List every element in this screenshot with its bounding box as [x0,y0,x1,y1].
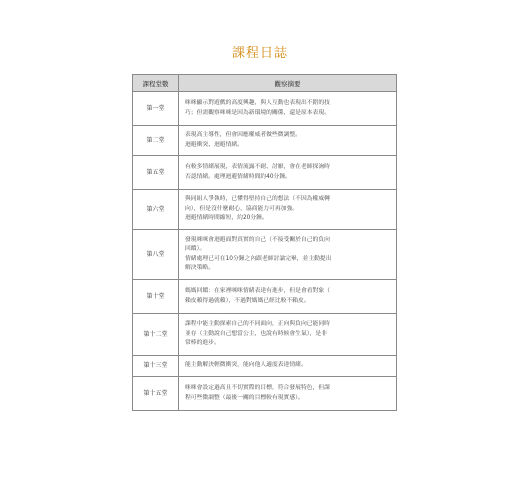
summary-cell [179,92,397,126]
summary-line: 能主動解決輕微衝突，能向他人適度表達情緒。 [185,362,307,369]
session-cell: 第十二堂 [133,314,179,356]
session-cell: 第二堂 [133,126,179,156]
column-header-session: 課程堂數 [133,75,179,92]
table-row [133,314,397,356]
summary-cell [179,230,397,280]
table-row [133,356,397,377]
session-cell: 第十五堂 [133,377,179,411]
summary-line: 課程中能主動探索自己的不同面向，正向與負向已能同時 [185,321,330,328]
table-row [133,92,397,126]
table-row [133,377,397,411]
summary-line: 並存（主動說自己想當公主，也說有時候會生氣），是非 [185,330,328,337]
column-header-summary: 觀察摘要 [179,75,397,92]
summary-line: 表現高主導性，但會因應權威者做些微調整。 [185,132,301,138]
summary-line: 迴避衝突、迴避情緒。 [185,141,243,148]
course-log-table [132,74,397,411]
summary-line: 迴避情緒時間縮短，約20分鐘。 [185,215,268,222]
session-cell: 第十堂 [133,280,179,314]
summary-line: 有較多情緒展現，表情流露不耐、討厭，會在老師探詢時 [185,164,330,170]
summary-line: 情緒處理已可在10分鐘之內跟老師討論完畢，並主動提出 [185,255,332,262]
session-cell: 第一堂 [133,92,179,126]
summary-line: 解決策略。 [185,265,214,271]
summary-line: 發現咪咪會迴避面對真實的自己（不接受關於自己的負向 [185,236,330,243]
table-row [133,126,397,156]
summary-line: 賴皮賴得過就賴），不過對媽媽已經比較不賴皮。 [185,297,310,304]
summary-line: 媽媽回饋：在家裡咪咪情緒表達有進步，但是會看對象（ [185,288,330,294]
summary-line: 向），但是沒什麼耐心，協商能力可再加強。 [185,205,299,212]
summary-cell [179,280,397,314]
session-cell: 第六堂 [133,190,179,230]
session-cell: 第五堂 [133,156,179,190]
table-row [133,230,397,280]
summary-cell [179,314,397,356]
summary-cell [179,156,397,190]
summary-cell [179,356,397,377]
summary-line: 程可些微調整（最後一關的目標較有現實感）。 [185,394,304,401]
summary-line: 咪咪會設定過高且不切實際的目標，符合發展特色，但課 [185,385,330,391]
table-row [133,280,397,314]
summary-line: 與同組人爭執時，已懂得堅持自己的想法（不因為權威轉 [185,196,330,203]
session-cell: 第八堂 [133,230,179,280]
summary-line: 咪咪顯示對遊戲的高度興趣，與人互動也表現出不錯的技 [185,100,330,106]
summary-line: 常棒的進步。 [185,340,220,347]
page-title: 課程日誌 [231,46,288,61]
summary-line: 否認情緒。處理迴避情緒時間約40分鐘。 [185,173,291,180]
table-header-row [133,75,397,92]
summary-line: 回饋）。 [185,246,206,252]
summary-cell [179,190,397,230]
summary-cell [179,126,397,156]
session-cell: 第十三堂 [133,356,179,377]
summary-line: 巧；但需觀察咪咪是因為新環境的關係，還是原本表現。 [185,109,330,116]
summary-cell [179,377,397,411]
table-row [133,190,397,230]
table-row [133,156,397,190]
